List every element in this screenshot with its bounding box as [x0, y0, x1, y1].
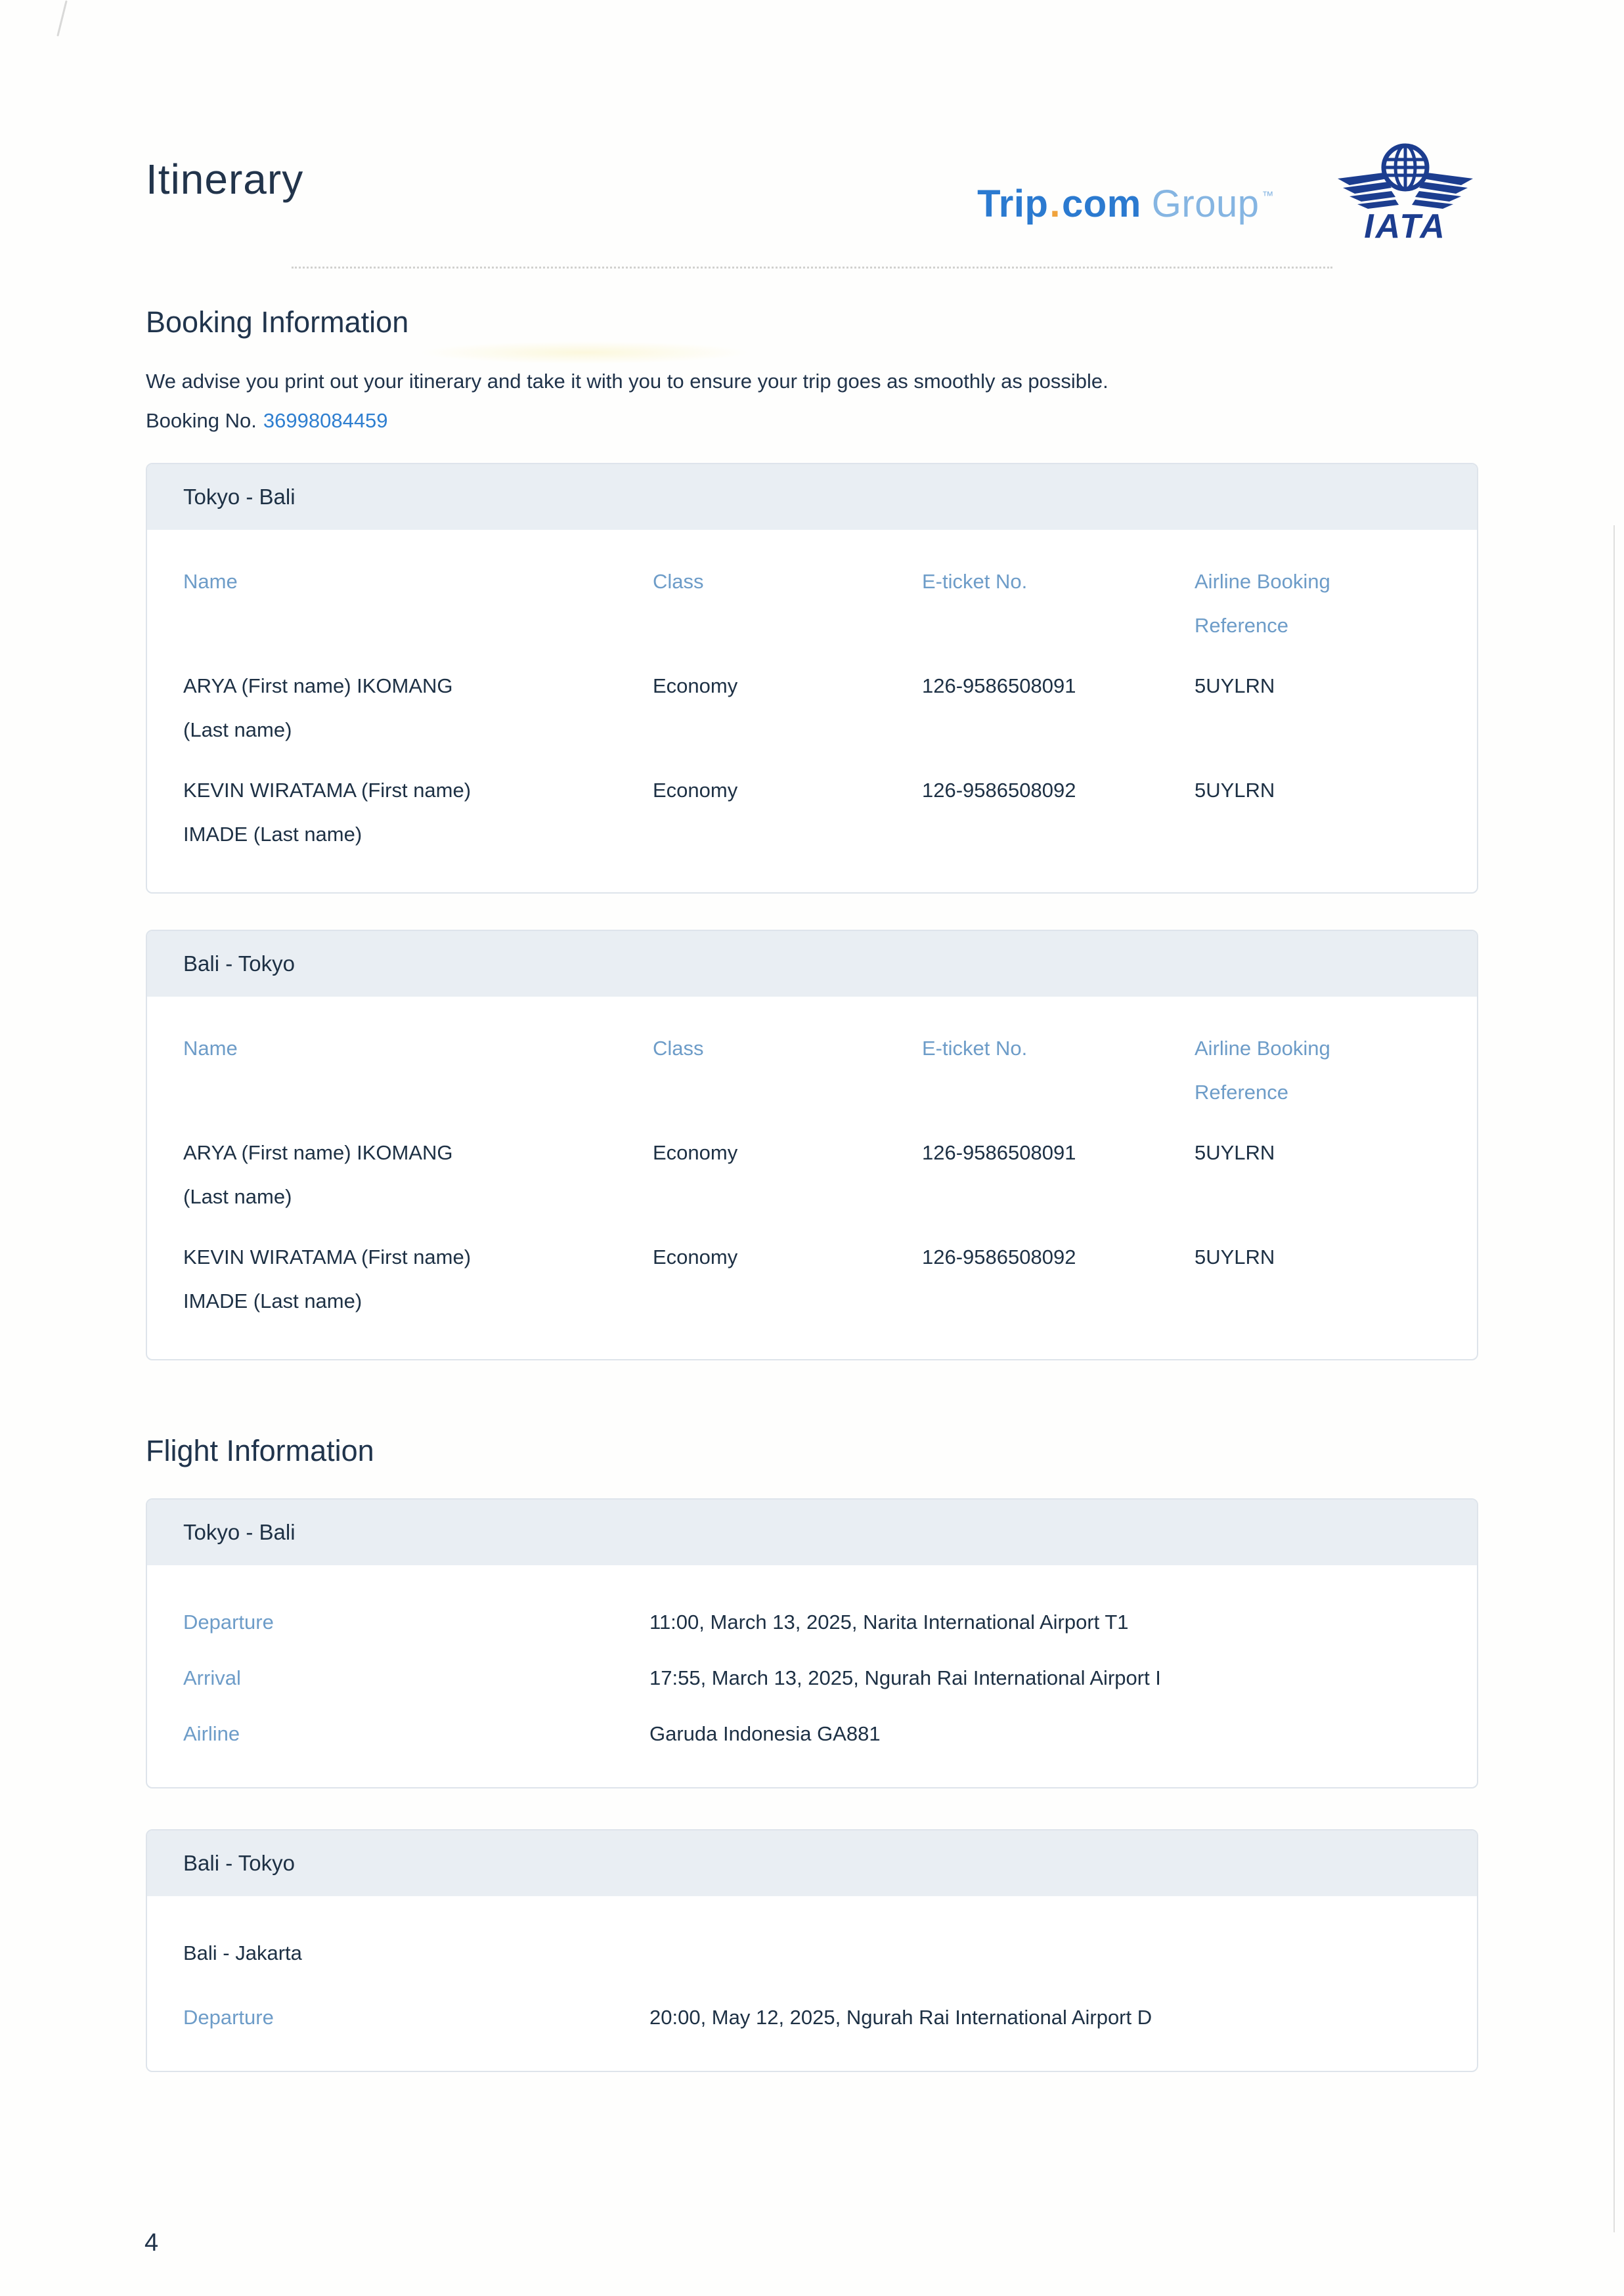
flight-card-tokyo-bali — [146, 1498, 1478, 1788]
flight-card-route-header: Bali - Tokyo — [147, 1830, 1477, 1896]
booking-table-header-row — [183, 559, 1441, 647]
column-header-class: Class — [653, 1037, 704, 1060]
passenger-row — [183, 1235, 1441, 1323]
flight-card-bali-tokyo — [146, 1829, 1478, 2072]
booking-card-route-header: Tokyo - Bali — [147, 464, 1477, 530]
passenger-name-line1: KEVIN WIRATAMA (First name) — [183, 779, 472, 802]
passenger-class: Economy — [653, 1141, 738, 1165]
passenger-booking-reference: 5UYLRN — [1195, 674, 1275, 698]
flight-departure-label: Departure — [183, 2006, 274, 2029]
flight-card-route-header: Tokyo - Bali — [147, 1500, 1477, 1565]
booking-card-body — [147, 997, 1477, 1359]
tripcom-logo-com: com — [1062, 182, 1141, 225]
passenger-booking-reference: 5UYLRN — [1195, 1141, 1275, 1165]
booking-advice-text: We advise you print out your itinerary and take it with you to ensure your trip goes as smoothly as possible. — [146, 370, 1108, 393]
passenger-eticket-no: 126-9586508091 — [922, 1141, 1076, 1165]
tripcom-logo-group: Group — [1151, 182, 1260, 225]
column-header-airline-booking-reference: Airline Booking Reference — [1195, 1037, 1330, 1104]
passenger-row — [183, 1131, 1441, 1219]
booking-card-body — [147, 530, 1477, 892]
flight-detail-row — [183, 1713, 1441, 1754]
iata-logo-text: IATA — [1364, 207, 1447, 243]
passenger-eticket-no: 126-9586508092 — [922, 779, 1076, 802]
passenger-class: Economy — [653, 674, 738, 698]
column-header-airline-booking-reference: Airline Booking Reference — [1195, 570, 1330, 638]
header-divider — [292, 267, 1332, 269]
page-number: 4 — [144, 2229, 159, 2257]
passenger-name — [183, 1235, 653, 1323]
passenger-name-line1: ARYA (First name) IKOMANG — [183, 674, 453, 698]
flight-information-heading: Flight Information — [146, 1434, 374, 1468]
passenger-name-line1: KEVIN WIRATAMA (First name) — [183, 1245, 472, 1269]
passenger-name-line2: IMADE (Last name) — [183, 1289, 362, 1313]
booking-information-heading: Booking Information — [146, 305, 409, 339]
passenger-eticket-no: 126-9586508092 — [922, 1245, 1076, 1269]
flight-departure-label: Departure — [183, 1611, 274, 1634]
flight-detail-row — [183, 1997, 1441, 2038]
flight-detail-row — [183, 1657, 1441, 1699]
page-title: Itinerary — [146, 156, 304, 203]
passenger-row — [183, 664, 1441, 752]
tripcom-logo-trip: Trip — [977, 182, 1049, 225]
booking-card-route-header: Bali - Tokyo — [147, 931, 1477, 997]
flight-sub-route: Bali - Jakarta — [183, 1941, 302, 1965]
flight-airline-value: Garuda Indonesia GA881 — [649, 1722, 881, 1746]
booking-number-value[interactable]: 36998084459 — [263, 409, 388, 433]
passenger-name-line2: (Last name) — [183, 1185, 292, 1209]
booking-number-label: Booking No. — [146, 409, 257, 433]
passenger-name-line1: ARYA (First name) IKOMANG — [183, 1141, 453, 1165]
tripcom-logo-dot: . — [1049, 182, 1061, 225]
booking-card-bali-tokyo — [146, 930, 1478, 1360]
passenger-class: Economy — [653, 1245, 738, 1269]
passenger-name — [183, 664, 653, 752]
passenger-name — [183, 1131, 653, 1219]
scan-artifact-edge — [1613, 525, 1615, 2232]
column-header-eticket: E-ticket No. — [922, 1037, 1028, 1060]
flight-airline-label: Airline — [183, 1722, 240, 1746]
column-header-name: Name — [183, 1037, 238, 1060]
passenger-booking-reference: 5UYLRN — [1195, 1245, 1275, 1269]
column-header-eticket: E-ticket No. — [922, 570, 1028, 594]
iata-logo-icon — [1336, 138, 1474, 243]
column-header-class: Class — [653, 570, 704, 594]
column-header-name: Name — [183, 570, 238, 594]
booking-table-header-row — [183, 1026, 1441, 1114]
flight-detail-row — [183, 1601, 1441, 1643]
passenger-eticket-no: 126-9586508091 — [922, 674, 1076, 698]
passenger-row — [183, 768, 1441, 856]
passenger-name-line2: IMADE (Last name) — [183, 823, 362, 846]
flight-card-body — [147, 1565, 1477, 1787]
flight-card-body — [147, 1896, 1477, 2071]
passenger-class: Economy — [653, 779, 738, 802]
passenger-name — [183, 768, 653, 856]
passenger-name-line2: (Last name) — [183, 718, 292, 742]
booking-number-line — [146, 409, 1478, 433]
passenger-booking-reference: 5UYLRN — [1195, 779, 1275, 802]
flight-departure-value: 20:00, May 12, 2025, Ngurah Rai International Airport D — [649, 2006, 1152, 2029]
flight-departure-value: 11:00, March 13, 2025, Narita International Airport T1 — [649, 1611, 1129, 1634]
flight-arrival-label: Arrival — [183, 1666, 241, 1690]
tripcom-logo-trademark: ™ — [1262, 188, 1274, 202]
tripcom-group-logo — [977, 156, 1274, 226]
booking-card-tokyo-bali — [146, 463, 1478, 894]
flight-arrival-value: 17:55, March 13, 2025, Ngurah Rai International Airport I — [649, 1666, 1161, 1690]
logo-row — [977, 138, 1474, 243]
